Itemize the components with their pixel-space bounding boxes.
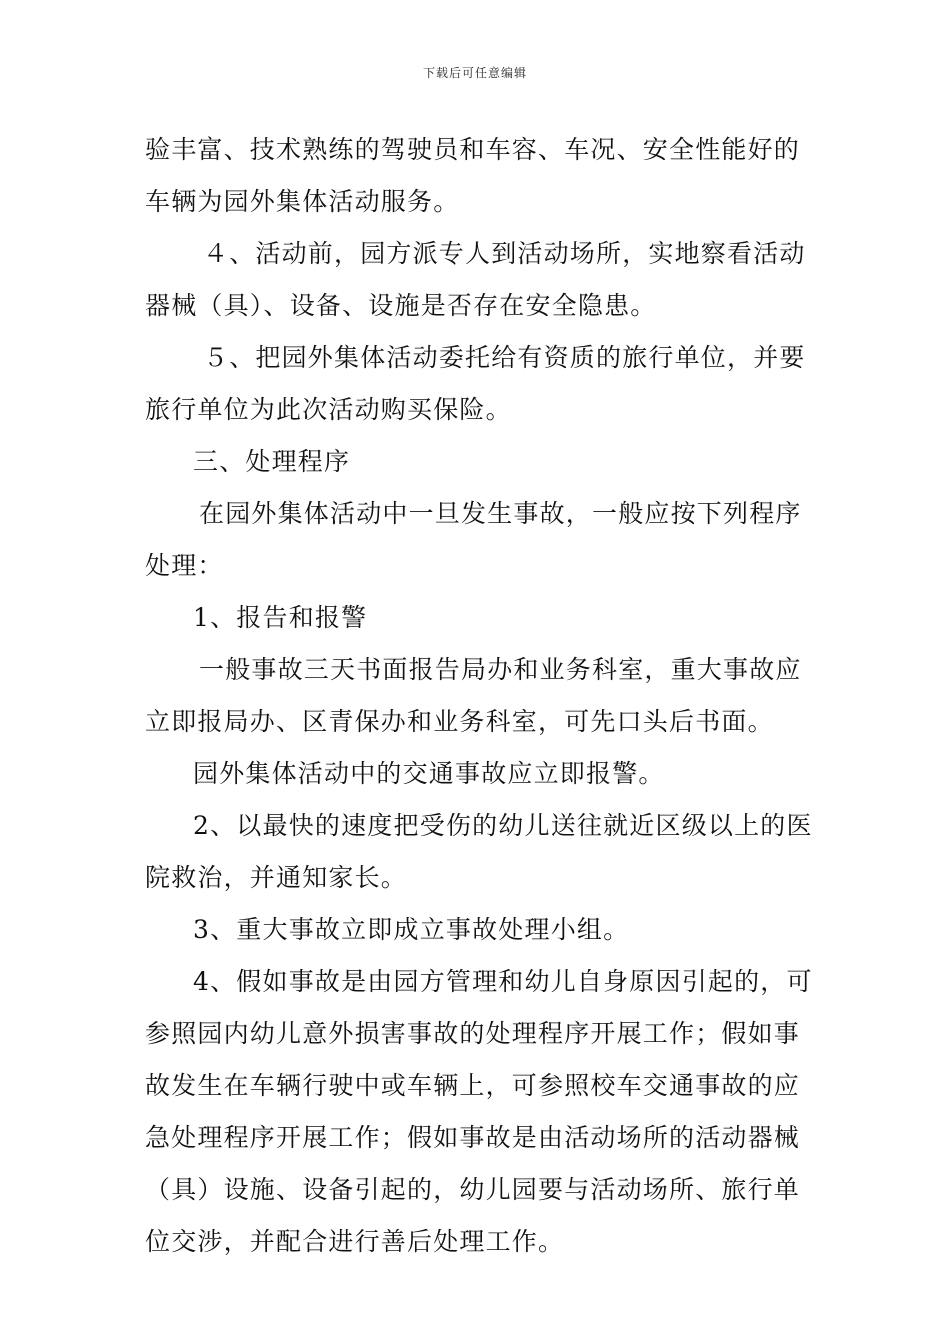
document-body bbox=[145, 124, 815, 1268]
paragraph-line: 处理： bbox=[145, 551, 224, 580]
paragraph-line: ４、活动前，园方派专人到活动场所，实地察看活动 bbox=[203, 239, 806, 268]
section-heading: 三、处理程序 bbox=[193, 447, 351, 476]
paragraph-line: 车辆为园外集体活动服务。 bbox=[145, 187, 460, 216]
paragraph-line: （具）设施、设备引起的，幼儿园要与活动场所、旅行单 bbox=[145, 1175, 801, 1204]
paragraph-line: 故发生在车辆行驶中或车辆上，可参照校车交通事故的应 bbox=[145, 1071, 801, 1100]
paragraph-line: 旅行单位为此次活动购买保险。 bbox=[145, 395, 512, 424]
paragraph-line: 院救治，并通知家长。 bbox=[145, 863, 408, 892]
subsection-heading: 1、报告和报警 bbox=[193, 603, 368, 632]
page-header-note: 下载后可任意编辑 bbox=[422, 66, 527, 80]
paragraph-line: 参照园内幼儿意外损害事故的处理程序开展工作；假如事 bbox=[145, 1019, 801, 1048]
paragraph-line: 在园外集体活动中一旦发生事故，一般应按下列程序 bbox=[199, 499, 802, 528]
paragraph-line: 立即报局办、区青保办和业务科室，可先口头后书面。 bbox=[145, 707, 774, 736]
paragraph-line: 验丰富、技术熟练的驾驶员和车容、车况、安全性能好的 bbox=[145, 135, 801, 164]
paragraph-line: 3、重大事故立即成立事故处理小组。 bbox=[193, 915, 630, 944]
paragraph-line: ５、把园外集体活动委托给有资质的旅行单位，并要 bbox=[203, 343, 806, 372]
paragraph-line: 园外集体活动中的交通事故应立即报警。 bbox=[193, 759, 665, 788]
paragraph-line: 4、假如事故是由园方管理和幼儿自身原因引起的，可 bbox=[193, 967, 813, 996]
paragraph-line: 2、以最快的速度把受伤的幼儿送往就近区级以上的医 bbox=[193, 811, 813, 840]
paragraph-line: 急处理程序开展工作；假如事故是由活动场所的活动器械 bbox=[145, 1123, 801, 1152]
paragraph-line: 位交涉，并配合进行善后处理工作。 bbox=[145, 1227, 565, 1256]
paragraph-line: 器械（具）、设备、设施是否存在安全隐患。 bbox=[145, 291, 657, 320]
paragraph-line: 一般事故三天书面报告局办和业务科室，重大事故应 bbox=[199, 655, 802, 684]
